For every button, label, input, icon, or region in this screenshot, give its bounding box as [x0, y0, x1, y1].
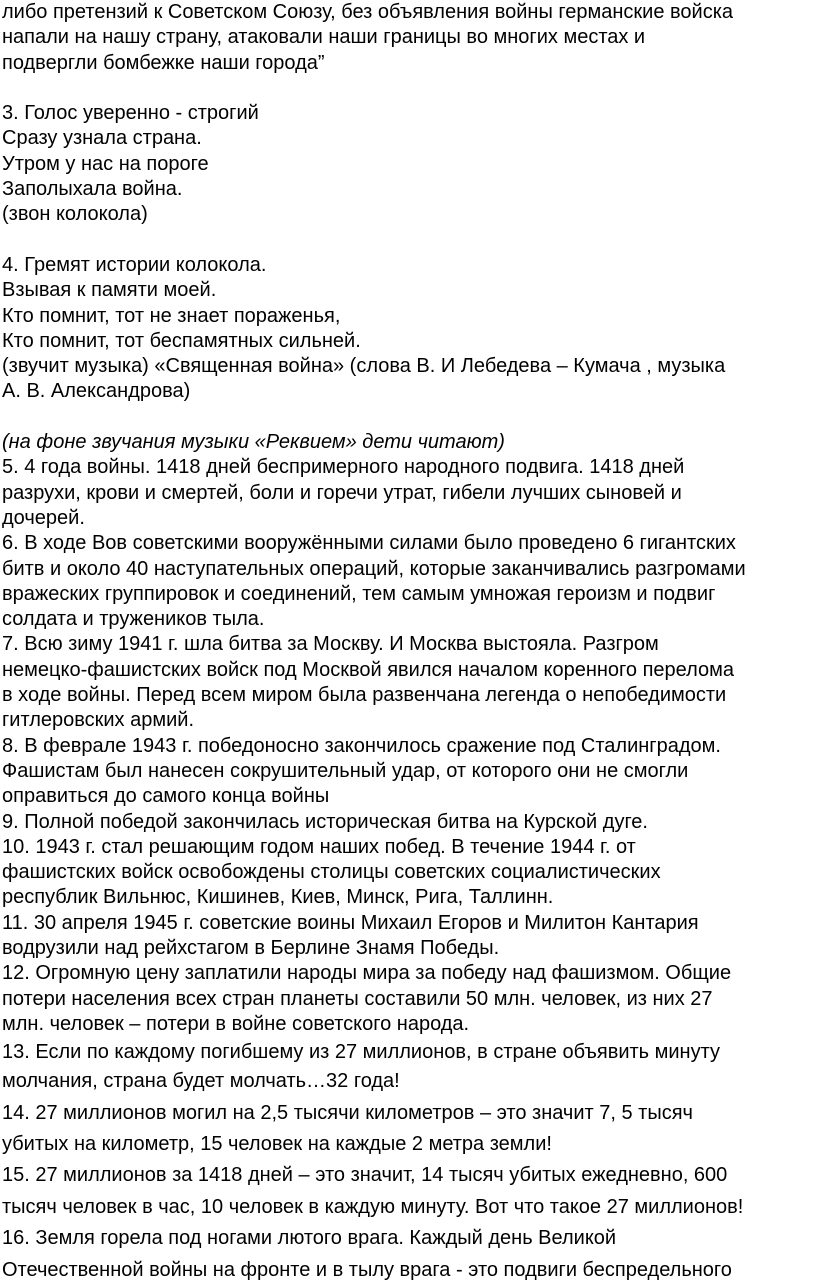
text-line: 8. В феврале 1943 г. победоносно закончилось сражение под Сталинградом. [2, 734, 721, 757]
text-line: 6. В ходе Вов советскими вооружёнными силами было проведено 6 гигантских [2, 532, 736, 555]
text-line: битв и около 40 наступательных операций, которые заканчивались разгромами [2, 557, 746, 580]
text-line: 14. 27 миллионов могил на 2,5 тысячи километров – это значит 7, 5 тысяч [2, 1101, 693, 1124]
text-line: 11. 30 апреля 1945 г. советские воины Михаил Егоров и Милитон Кантария [2, 911, 699, 934]
text-line: напали на нашу страну, атаковали наши границы во многих местах и [2, 26, 646, 49]
paragraph-gap [2, 228, 816, 253]
text-line: немецко-фашистских войск под Москвой явился началом коренного перелома [2, 658, 735, 681]
text-line: 7. Всю зиму 1941 г. шла битва за Москву. И Москва выстояла. Разгром [2, 633, 659, 656]
intro-paragraph [2, 0, 816, 76]
verse-4 [2, 253, 816, 405]
text-line: Сразу узнала страна. [2, 127, 202, 150]
paragraph-13 [2, 1038, 816, 1095]
text-line: 4. Гремят истории колокола. [2, 253, 267, 276]
text-line: (звучит музыка) «Священная война» (слова В. И Лебедева – Кумача , музыка [2, 355, 726, 378]
text-line: в ходе войны. Перед всем миром была развенчана легенда о непобедимости [2, 684, 727, 707]
text-line: молчания, страна будет молчать…32 года! [2, 1069, 400, 1092]
text-line: дочерей. [2, 506, 85, 529]
text-line: млн. человек – потери в войне советского народа. [2, 1012, 470, 1035]
text-line: Заполыхала война. [2, 178, 183, 201]
text-line: 9. Полной победой закончилась историческая битва на Курской дуге. [2, 810, 648, 833]
text-line: (звон колокола) [2, 203, 148, 226]
text-line: оправиться до самого конца войны [2, 785, 330, 808]
text-line: 16. Земля горела под ногами лютого врага. Каждый день Великой [2, 1227, 617, 1250]
paragraphs-14-16 [2, 1098, 816, 1286]
text-line: вражеских группировок и соединений, тем самым умножая героизм и подвиг [2, 582, 716, 605]
text-line: гитлеровских армий. [2, 709, 195, 732]
text-line: 15. 27 миллионов за 1418 дней – это значит, 14 тысяч убитых ежедневно, 600 [2, 1164, 728, 1187]
text-line: водрузили над рейхстагом в Берлине Знамя Победы. [2, 936, 500, 959]
verse-3 [2, 101, 816, 227]
text-line: 10. 1943 г. стал решающим годом наших побед. В течение 1944 г. от [2, 835, 636, 858]
text-line: Отечественной войны на фронте и в тылу врага - это подвиги беспредельного [2, 1258, 732, 1281]
text-line: подвергли бомбежке наши города” [2, 51, 325, 74]
text-line: убитых на километр, 15 человек на каждые 2 метра земли! [2, 1132, 552, 1155]
stage-direction: (на фоне звучания музыки «Реквием» дети читают) [2, 431, 505, 454]
text-line: фашистских войск освобождены столицы советских социалистических [2, 861, 661, 884]
paragraph-gap [2, 76, 816, 101]
text-line: Кто помнит, тот беспамятных сильней. [2, 329, 361, 352]
text-line: 12. Огромную цену заплатили народы мира за победу над фашизмом. Общие [2, 962, 732, 985]
text-line: Утром у нас на пороге [2, 152, 209, 175]
text-line: потери населения всех стран планеты составили 50 млн. человек, из них 27 [2, 987, 713, 1010]
text-line: солдата и тружеников тыла. [2, 608, 265, 631]
text-line: 3. Голос уверенно - строгий [2, 102, 259, 125]
text-line: 5. 4 года войны. 1418 дней беспримерного народного подвига. 1418 дней [2, 456, 685, 479]
text-line: разрухи, крови и смертей, боли и горечи утрат, гибели лучших сыновей и [2, 481, 682, 504]
text-line: Кто помнит, тот не знает пораженья, [2, 304, 341, 327]
text-line: А. В. Александрова) [2, 380, 191, 403]
main-text [2, 455, 816, 1037]
paragraph-gap [2, 405, 816, 430]
text-line: тысяч человек в час, 10 человек в каждую минуту. Вот что такое 27 миллионов! [2, 1195, 744, 1218]
text-line: Взывая к памяти моей. [2, 279, 217, 302]
text-line: либо претензий к Советском Союзу, без объявления войны германские войска [2, 1, 734, 23]
text-line: республик Вильнюс, Кишинев, Киев, Минск, Рига, Таллинн. [2, 886, 554, 909]
text-line: 13. Если по каждому погибшему из 27 миллионов, в стране объявить минуту [2, 1041, 720, 1064]
text-line: Фашистам был нанесен сокрушительный удар, от которого они не смогли [2, 759, 689, 782]
